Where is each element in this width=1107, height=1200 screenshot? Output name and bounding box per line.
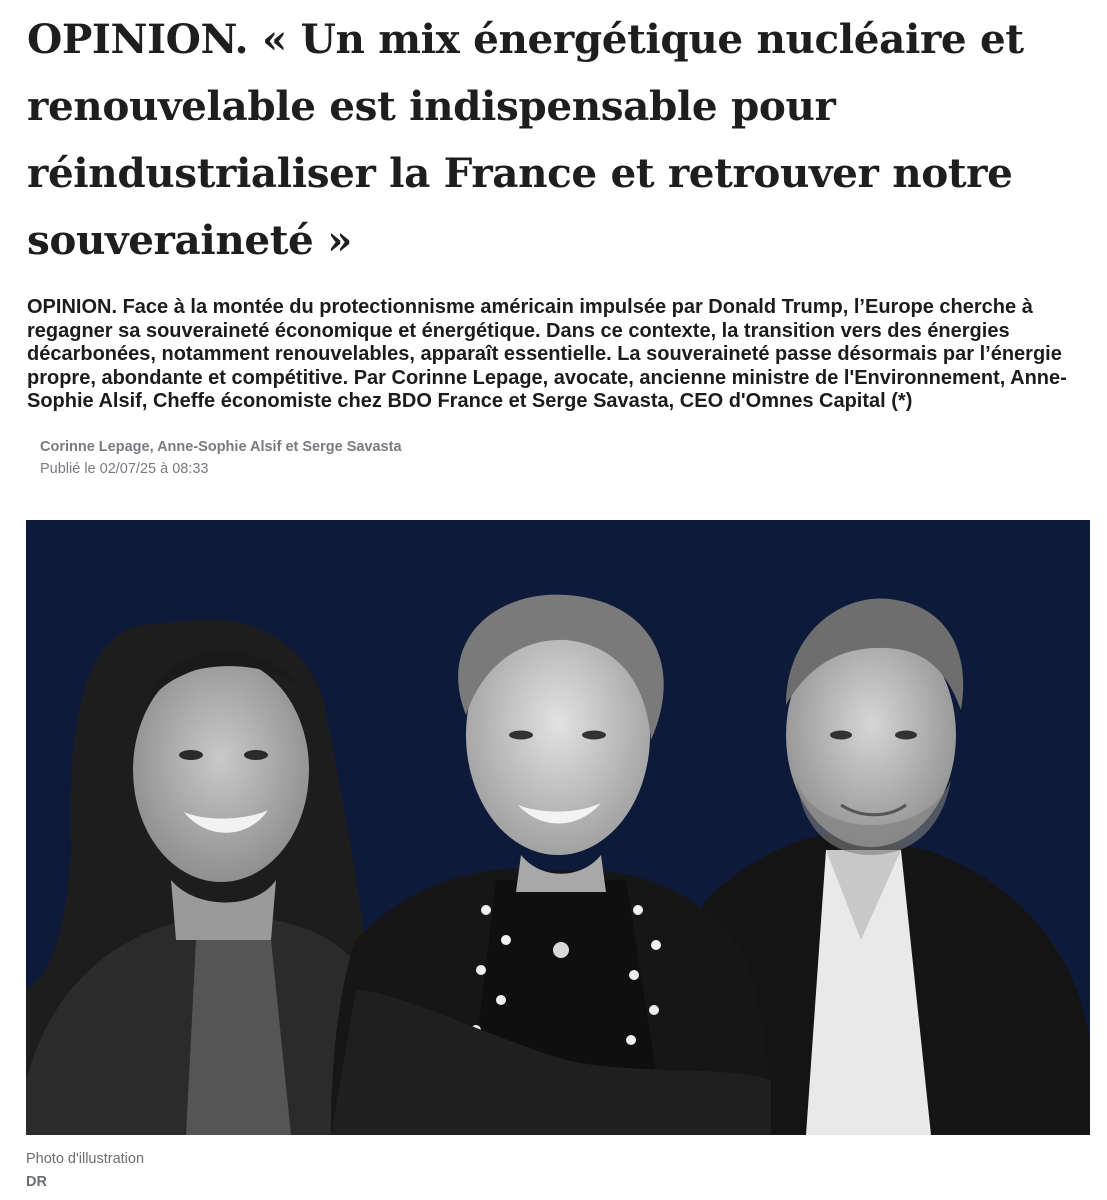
author-names[interactable]: Corinne Lepage, Anne-Sophie Alsif et Serge Savasta: [40, 438, 402, 455]
byline: [40, 436, 1090, 480]
portrait-middle: [331, 595, 771, 1135]
article: [27, 0, 1090, 480]
photo-caption: Photo d'illustration: [26, 1151, 145, 1167]
portrait-left: [26, 619, 381, 1135]
portrait-illustration: [26, 520, 1090, 1135]
article-headline: OPINION. « Un mix énergétique nucléaire et renouvelable est indispensable pour réindustrialiser la France et retrouver notre souveraineté »: [27, 15, 1024, 264]
photo-credit: DR: [26, 1174, 47, 1190]
article-photo[interactable]: [26, 520, 1090, 1135]
article-lead: OPINION. Face à la montée du protectionnisme américain impulsée par Donald Trump, l’Europe cherche à regagner sa souveraineté économique et énergétique. Dans ce contexte, la transition vers des énergies décarbonées, notamment renouvelables, apparaît essentielle. La souveraineté passe désormais par l’énergie propre, abondante et compétitive. Par Corinne Lepage, avocate, ancienne ministre de l'Environnement, Anne-Sophie Alsif, Cheffe économiste chez BDO France et Serge Savasta, CEO d'Omnes Capital (*): [27, 296, 1067, 413]
publication-date: Publié le 02/07/25 à 08:33: [40, 460, 209, 477]
